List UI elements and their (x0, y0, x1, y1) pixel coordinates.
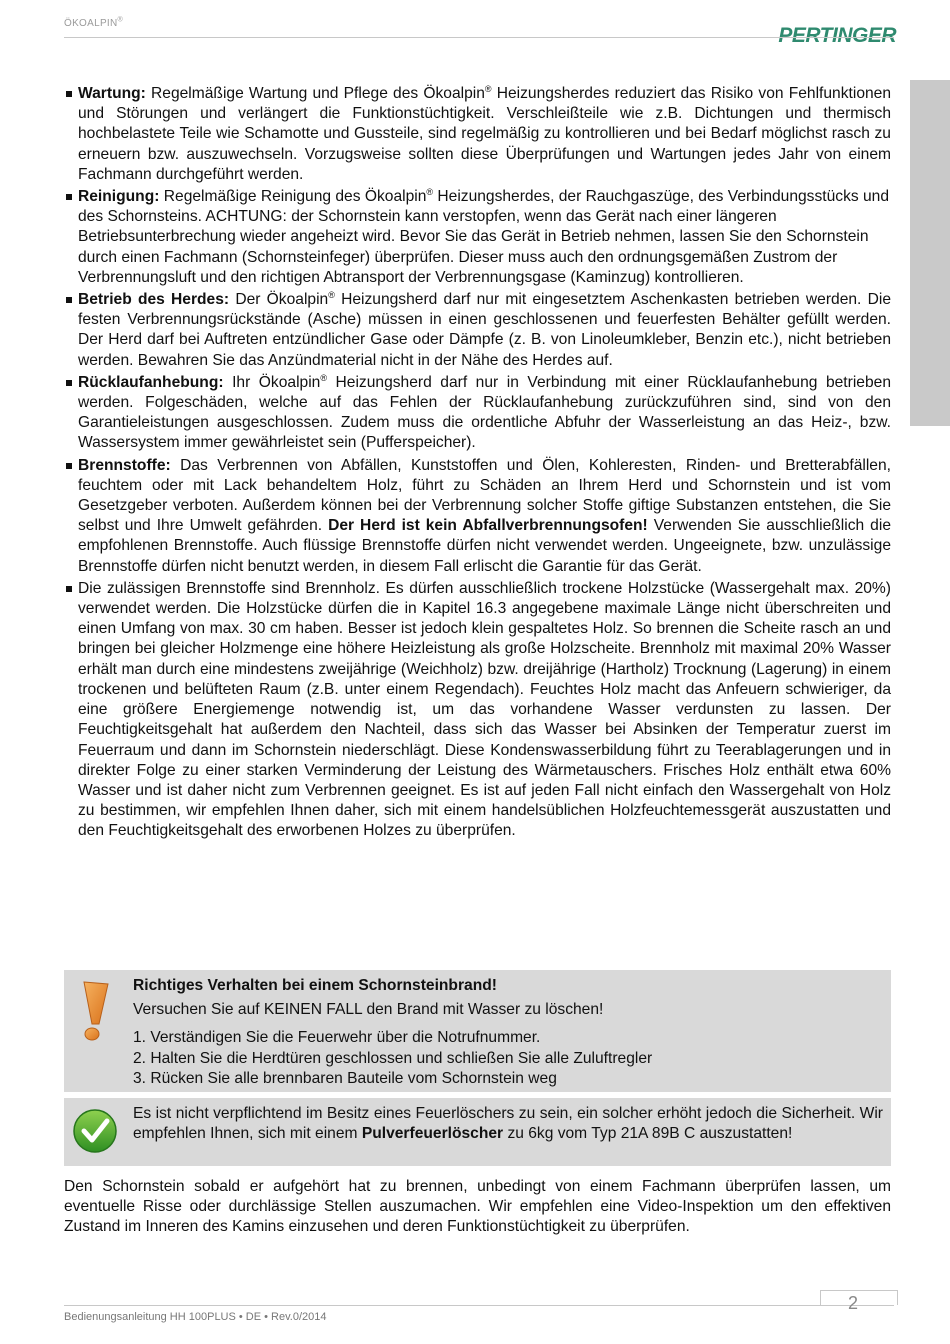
bullet-betrieb: Betrieb des Herdes: Der Ökoalpin® Heizungsherd darf nur mit eingesetztem Aschenkasten betrieben werden. Die festen Verbrennungsrückstände (Asche) müssen in einen geschlossenen und feuerfesten Behälter gefüllt werden. Der Herd darf bei Auftreten entzündlicher Gase oder Dämpfe (z. B. von Linoleumkleber, Benzin etc.), nicht betrieben werden. Bewahren Sie das Anzündmaterial nicht in der Nähe des Herdes auf. (64, 290, 891, 371)
bullet-ruecklaufanhebung: Rücklaufanhebung: Ihr Ökoalpin® Heizungsherd darf nur in Verbindung mit einer Rücklaufanhebung betrieben werden. Folgeschäden, welche auf das Fehlen der Rücklaufanhebung zurückzuführen sind, sind von den Garantieleistungen ausgeschlossen. Zudem muss die ordentliche Abfuhr der Wasserleistung an das Heiz-, bzw. Wassersystem immer gewährleistet sein (Pufferspeicher). (64, 373, 891, 454)
chimney-fire-warning-box (64, 970, 891, 1092)
checkmark-icon (72, 1108, 118, 1160)
chapter-side-tab (910, 80, 950, 426)
warning-steps (133, 1028, 883, 1089)
exclamation-icon (72, 980, 116, 1048)
bullet-square-icon (66, 463, 72, 469)
main-content (64, 84, 891, 844)
bullet-reinigung: Reinigung: Regelmäßige Reinigung des Ökoalpin® Heizungsherdes, der Rauchgaszüge, des Verbindungsstücks und des Schornsteins. ACHTUNG: der Schornstein kann verstopfen, wenn das Gerät nach einer längeren Betriebsunterbrechung wieder angeheizt wird. Bevor Sie das Gerät in Betrieb nehmen, lassen Sie den Schornstein durch einen Fachmann (Schornsteinfeger) überprüfen. Dieser muss auch den ordnungsgemäßen Zustrom der Verbrennungsluft und den richtigen Abtransport der Verbrennungsgase (Kaminzug) kontrollieren. (64, 187, 891, 288)
warning-step: 2. Halten Sie die Herdtüren geschlossen und schließen Sie alle Zuluftregler (133, 1049, 653, 1067)
bullet-wartung: Wartung: Regelmäßige Wartung und Pflege des Ökoalpin® Heizungsherdes reduziert das Risiko von Fehlfunktionen und Störungen und verlängert die Funktionstüchtigkeit. Verschleißteile wie z.B. Dichtungen und thermisch hochbelastete Teile wie Schamotte und Gussteile, sind regelmäßig zu kontrollieren und bei Bedarf möglichst rasch zu erneuern bzw. auszuwechseln. Vorzugsweise sollten diese Überprüfungen und Wartungen jedes Jahr von einem Fachmann durchgeführt werden. (64, 84, 891, 185)
warning-text (133, 970, 883, 1089)
warning-title: Richtiges Verhalten bei einem Schornsteinbrand! (133, 977, 497, 994)
closing-paragraph: Den Schornstein sobald er aufgehört hat zu brennen, unbedingt von einem Fachmann überprüfen lassen, um eventuelle Risse oder durchlässige Stellen auszumachen. Wir empfehlen eine Video-Inspektion um den effektiven Zustand im Inneren des Kamins einzusehen und deren Funktionstüchtigkeit zu überprüfen. (64, 1178, 891, 1236)
bullet-square-icon (66, 586, 72, 592)
header-divider (64, 37, 894, 38)
footer-text: Bedienungsanleitung HH 100PLUS • DE • Rev.0/2014 (64, 1311, 327, 1323)
header-brand: ÖKOALPIN® (64, 16, 123, 29)
footer-divider (64, 1305, 894, 1306)
warning-step: 1. Verständigen Sie die Feuerwehr über die Notrufnummer. (133, 1029, 541, 1047)
bullet-brennstoffe: Brennstoffe: Das Verbrennen von Abfällen, Kunststoffen und Ölen, Kohleresten, Rinden- und Bretterabfällen, feuchtem oder mit Lack behandeltem Holz, führt zu Schäden an Ihrem Herd und Schornstein und ist vom Gesetzgeber verboten. Außerdem können bei der Verbrennung solcher Stoffe giftige Substanzen entstehen, die Sie selbst und Ihre Umwelt gefährden. Der Herd ist kein Abfallverbrennungsofen! Verwenden Sie ausschließlich die empfohlenen Brennstoffe. Auch flüssige Brennstoffe dürfen nicht verwendet werden. Ungeeignete, bzw. unzulässige Brennstoffe dürfen nicht benutzt werden, in diesem Fall erlischt die Garantie für das Gerät. (64, 456, 891, 577)
bullet-square-icon (66, 194, 72, 200)
page-number: 2 (847, 1293, 858, 1313)
pertinger-logo: PERTINGER (778, 24, 896, 47)
bullet-square-icon (66, 380, 72, 386)
warning-subtitle: Versuchen Sie auf KEINEN FALL den Brand mit Wasser zu löschen! (133, 1001, 604, 1019)
warning-step: 3. Rücken Sie alle brennbaren Bauteile vom Schornstein weg (133, 1069, 557, 1087)
tip-text: Es ist nicht verpflichtend im Besitz eines Feuerlöschers zu sein, ein solcher erhöht jedoch die Sicherheit. Wir empfehlen Ihnen, sich mit einem Pulverfeuerlöscher zu 6kg vom Typ 21A 89B C auszustatten! (133, 1105, 883, 1143)
bullet-square-icon (66, 297, 72, 303)
bullet-square-icon (66, 91, 72, 97)
fire-extinguisher-tip-box (64, 1098, 891, 1166)
bullet-zulaessige-brennstoffe: Die zulässigen Brennstoffe sind Brennholz. Es dürfen ausschließlich trockene Holzstücke (Wassergehalt max. 20%) verwendet werden. Die Holzstücke dürfen die in Kapitel 16.3 angegebene maximale Länge nicht überschreiten und einen Umfang von max. 30 cm haben. Besser ist jedoch klein gespaltetes Holz. So brennen die Scheite rasch an und bringen bei gleicher Holzmenge eine höhere Heizleistung als große Holzscheite. Brennholz mit maximal 20% Wasser erhält man durch eine mindestens zweijährige (Weichholz) bzw. dreijährige (Hartholz) Trocknung (Lagerung) in einem trockenen und belüfteten Raum (z.B. unter einem Regendach). Feuchtes Holz macht das Anfeuern schwieriger, da eine größere Energiemenge notwendig ist, um das vorhandene Wasser verdunsten zu lassen. Der Feuchtigkeitsgehalt hat außerdem den Nachteil, dass sich das Wasser bei Absinken der Temperatur zuerst im Feuerraum und dann im Schornstein niederschlägt. Diese Kondenswasserbildung führt zu Teerablagerungen und in direkter Folge zu einer starken Verminderung der Leistung des Wärmetauschers. Frisches Holz enthält etwa 60% Wasser und ist daher nicht zum Verbrennen geeignet. Es ist auf jeden Fall nicht einfach den Wassergehalt von Holz zu bestimmen, wir empfehlen Ihnen daher, sich mit einem handelsüblichen Holzfeuchtemessgerät auszustatten und den Feuchtigkeitsgehalt des erworbenen Holzes zu überprüfen. (64, 579, 891, 842)
